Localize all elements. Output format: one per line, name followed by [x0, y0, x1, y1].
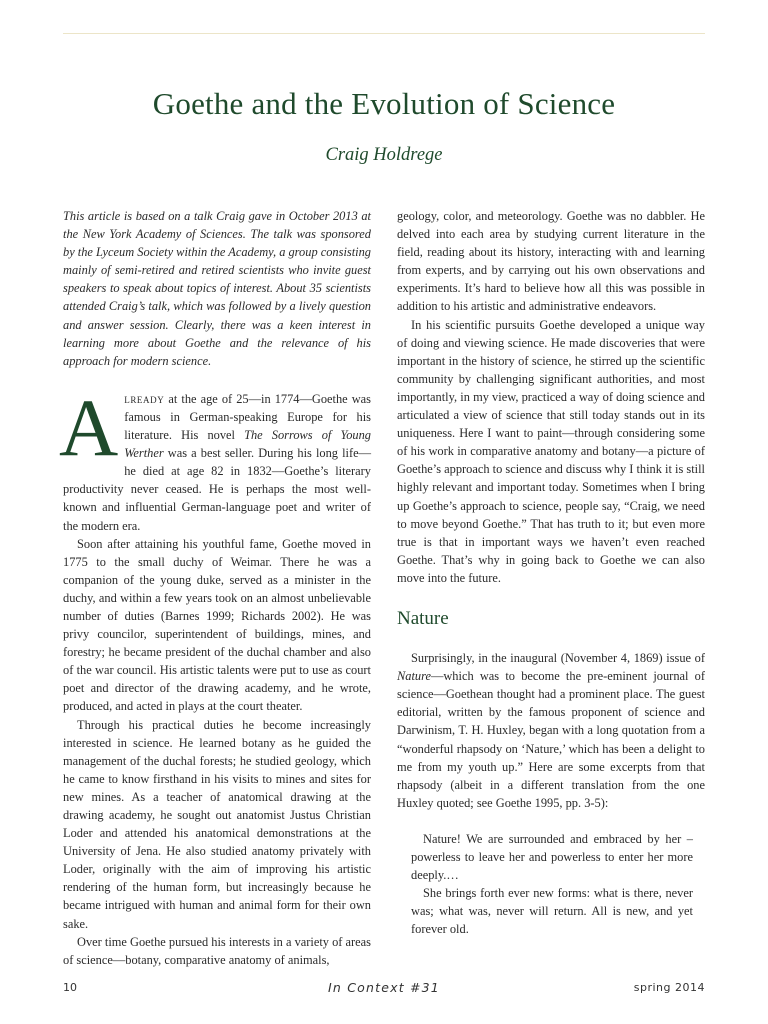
body-paragraph-2: Soon after attaining his youthful fame, Goethe moved in 1775 to the small duchy of Weimar. There he was a companion of the young duke, served as a minister in the duchy, and within a few years took on an almost unbelievable number of duties (Barnes 1999; Richards 2002). He was privy councilor, superintendent of buildings, mines, and forestry; he became president of the duchal chamber and also of the war council. His artistic talents were put to use as court poet and director of the drawing academy, and he wrote, produced, and acted in plays at the court theater. — [63, 536, 371, 714]
left-column — [59, 207, 371, 969]
body-paragraph-7 — [397, 649, 705, 812]
magazine-name: In Context #31 — [328, 980, 440, 995]
issue-season: spring 2014 — [633, 981, 705, 994]
p3-a: Surprisingly, in the inaugural (November 4, 1869) issue of — [411, 651, 705, 666]
journal-title: Nature — [397, 669, 431, 684]
body-paragraph-1 — [59, 381, 371, 535]
lead-smallcaps: lready — [124, 391, 165, 406]
body-paragraph-3: Through his practical duties he become increasingly interested in science. He learned botany as he guided the management of the duchal forests; he studied geology, which he came to know firsthand in his visits to mines and sites for new mines. As a teacher of anatomical drawing at the drawing academy, he sought out anatomist Justus Christian Loder and attended his anatomical demonstrations at the University of Jena. He also studied anatomy privately with Loder, originally with the aim of improving his artistic rendering of the human form, but increasingly because he became intrigued with human and animal form for their own sake. — [63, 717, 371, 931]
page-number: 10 — [63, 981, 77, 994]
book-title: The Sorrows of Young Werther — [124, 428, 371, 461]
p1-rest: at the age of 25—in 1774—Goethe was famous in German-speaking Europe for his literature. His novel — [124, 391, 371, 443]
drop-cap: A — [59, 381, 119, 473]
body-paragraph-5: geology, color, and meteorology. Goethe was no dabbler. He delved into each area by studying current literature in the field, reading about its history, interacting with and learning from experts, and by carrying out his own observations and experiments. It’s hard to believe how all this was possible in addition to his artistic and administrative endeavors. — [397, 209, 705, 314]
section-heading-nature: Nature — [397, 607, 449, 629]
intro-note — [63, 207, 371, 370]
page-footer — [63, 981, 705, 997]
intro-paragraph: This article is based on a talk Craig gave in October 2013 at the New York Academy of Sciences. The talk was sponsored by the Lyceum Society within the Academy, a group consisting mainly of semi-retired and retired scientists who invite guest speakers to speak about topics of interest. About 35 scientists attended Craig’s talk, which was followed by a lively question and answer session. Clearly, there was a keen interest in learning more about Goethe and the relevance of his approach for modern science. — [63, 209, 371, 368]
p3-b: —which was to become the pre-eminent journal of science—Goethean thought had a prominent place. The guest editorial, written by the famous proponent of science and Darwinism, T. H. Huxley, began with a long quotation from a “wonderful rhapsody on ‘Nature,’ which has been a delight to me from my youth up.” Here are some excerpts from that rhapsody (albeit in a different translation from the one Huxley quoted; see Goethe 1995, pp. 3-5): — [397, 669, 705, 810]
body-paragraph-6: In his scientific pursuits Goethe developed a unique way of doing and viewing science. He made discoveries that were important in the history of science, he stirred up the scientific community by challenging significant authorities, and most importantly, in my view, practiced a way of doing science and articulated a view of science that still today stands out in its uniqueness. Here I want to paint—through considering some of his work in comparative anatomy and botany—a picture of Goethe’s approach to science and discuss why I think it is still highly relevant and important today. Sometimes when I bring up Goethe’s approach to science, people say, “Craig, we need to move beyond Goethe.” That has truth to it; but even more true is that in important ways we haven’t even reached Goethe. That’s why in going back to Goethe we can also move into the future. — [397, 317, 705, 585]
body-paragraph-4: Over time Goethe pursued his interests in a variety of areas of science—botany, comparative anatomy of animals, — [63, 934, 371, 967]
quote-paragraph-2: She brings forth ever new forms: what is there, never was; what was, never will return. All is new, and yet forever old. — [411, 886, 693, 937]
quote-paragraph-1: Nature! We are surrounded and embraced by her – powerless to leave her and powerless to enter her more deeply.… — [411, 831, 693, 883]
top-rule — [63, 33, 705, 34]
article-author: Craig Holdrege — [325, 145, 443, 165]
p1-end: was a best seller. During his long life—he died at age 82 in 1832—Goethe’s literary productivity never ceased. He is perhaps the most well-known and influential German-language poet and writer of the modern era. — [63, 446, 371, 533]
right-column — [397, 207, 705, 938]
article-title: Goethe and the Evolution of Science — [152, 86, 616, 121]
block-quote — [411, 830, 693, 939]
